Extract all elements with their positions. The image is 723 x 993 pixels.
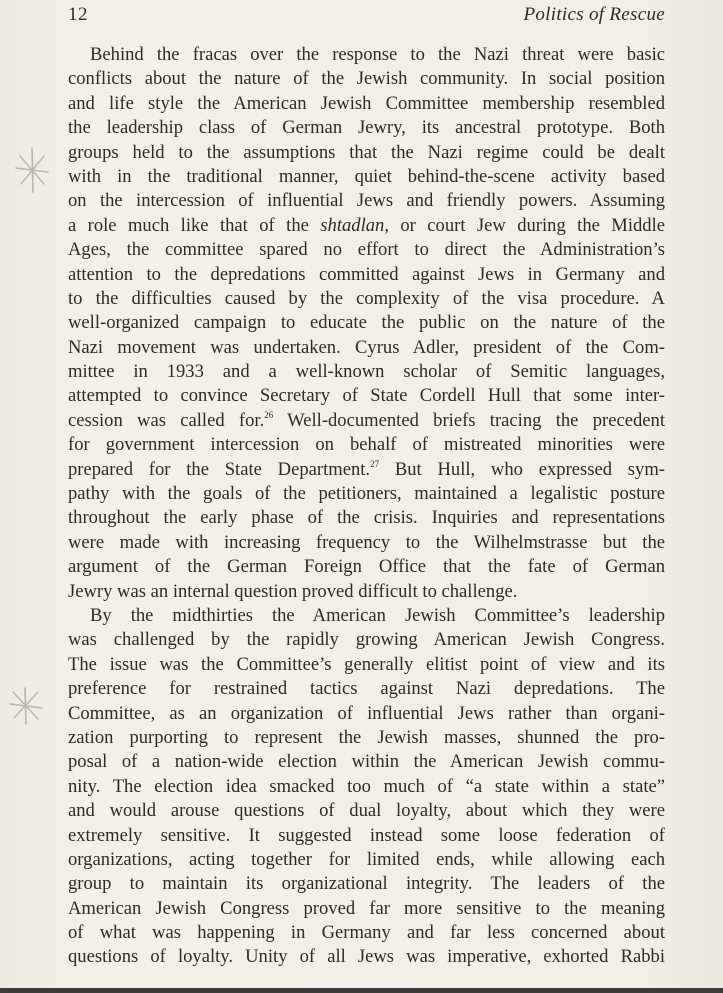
text-line-segment: The issue was the Committee’s generally elitist point of view and its — [68, 653, 665, 675]
page-header — [68, 4, 665, 30]
text-line-segment: cession was called for. — [68, 409, 265, 431]
footnote-reference: 27 — [370, 458, 380, 469]
text-line — [68, 214, 665, 238]
text-line — [68, 433, 665, 457]
text-line-segment: conflicts about the nature of the Jewish community. In social position — [68, 68, 665, 90]
text-line-segment: mittee in 1933 and a well-known scholar of Semitic languages, — [68, 361, 665, 383]
text-line-segment: pathy with the goals of the petitioners, maintained a legalistic posture — [68, 483, 665, 505]
text-line — [68, 726, 665, 750]
text-line-segment: Nazi movement was undertaken. Cyrus Adler, president of the Com- — [68, 336, 665, 358]
text-line-segment: were made with increasing frequency to the Wilhelmstrasse but the — [68, 531, 665, 553]
text-line-segment: throughout the early phase of the crisis. Inquiries and representations — [68, 507, 665, 529]
text-line — [68, 287, 665, 311]
text-line-segment: well-organized campaign to educate the public on the nature of the — [68, 312, 665, 334]
text-line-segment: with in the traditional manner, quiet behind-the-scene activity based — [68, 165, 665, 187]
text-line — [68, 555, 665, 579]
text-line-segment: Jewry was an internal question proved difficult to challenge. — [68, 580, 518, 602]
text-line-segment: was challenged by the rapidly growing American Jewish Congress. — [68, 629, 665, 651]
text-line — [68, 580, 665, 604]
text-line — [68, 263, 665, 287]
text-line-segment: and would arouse questions of dual loyalty, about which they were — [68, 800, 665, 822]
asterisk-pencil-mark-icon — [14, 146, 50, 199]
text-line — [68, 336, 665, 360]
text-line-segment: Behind the fracas over the response to the Nazi threat were basic — [90, 44, 665, 65]
text-line-segment: preference for restrained tactics against Nazi depredations. The — [68, 678, 665, 700]
text-line-segment: and life style the American Jewish Committee membership resembled — [68, 92, 665, 114]
page-number: 12 — [68, 4, 88, 25]
text-line-segment: group to maintain its organizational integrity. The leaders of the — [68, 873, 665, 895]
text-line — [68, 848, 665, 872]
text-line-segment: groups held to the assumptions that the Nazi regime could be dealt — [68, 141, 665, 163]
text-line — [68, 677, 665, 701]
text-line — [68, 604, 665, 628]
text-line — [68, 384, 665, 408]
asterisk-pencil-mark-icon — [8, 686, 44, 731]
text-line-segment: or court Jew during the Middle — [388, 214, 665, 236]
text-line-segment: zation purporting to represent the Jewish masses, shunned the pro- — [68, 726, 665, 748]
text-line — [68, 653, 665, 677]
text-line-segment: on the intercession of influential Jews and friendly powers. Assuming — [68, 190, 665, 212]
text-line-segment: attention to the depredations committed against Jews in Germany and — [68, 263, 665, 285]
text-line-segment: posal of a nation-wide election within the American Jewish commu- — [68, 751, 665, 773]
text-line-segment: organizations, acting together for limited ends, while allowing each — [68, 848, 665, 870]
text-line-segment: questions of loyalty. Unity of all Jews was imperative, exhorted Rabbi — [68, 946, 665, 968]
text-line — [68, 775, 665, 799]
text-line — [68, 702, 665, 726]
text-line — [68, 897, 665, 921]
text-line-segment: attempted to convince Secretary of State Cordell Hull that some inter- — [68, 385, 665, 407]
text-line — [68, 409, 665, 433]
text-line — [68, 165, 665, 189]
text-line — [68, 360, 665, 384]
text-line-segment: nity. The election idea smacked too much of “a state within a state” — [68, 775, 665, 797]
body-text — [68, 43, 665, 970]
text-line-segment: for government intercession on behalf of mistreated minorities were — [68, 434, 665, 456]
text-line — [68, 799, 665, 823]
text-line-segment: But Hull, who expressed sym- — [379, 458, 665, 480]
text-line — [68, 824, 665, 848]
text-line-segment: prepared for the State Department. — [68, 458, 371, 480]
text-line-segment: to the difficulties caused by the complexity of the visa procedure. A — [68, 287, 665, 309]
text-line — [68, 43, 665, 67]
text-line-segment: a role much like that of the — [68, 214, 321, 236]
italic-term: shtadlan, — [320, 214, 389, 236]
text-line — [68, 921, 665, 945]
text-line-segment: of what was happening in Germany and far less concerned about — [68, 922, 665, 944]
text-line — [68, 116, 665, 140]
footnote-reference: 26 — [264, 409, 274, 420]
text-line — [68, 311, 665, 335]
text-line — [68, 872, 665, 896]
text-line — [68, 458, 665, 482]
scan-bottom-edge — [0, 988, 723, 993]
text-line — [68, 67, 665, 91]
text-line-segment: extremely sensitive. It suggested instead some loose federation of — [68, 824, 665, 846]
text-line-segment: By the midthirties the American Jewish Committee’s leadership — [90, 604, 665, 626]
text-line-segment: Well-documented briefs tracing the precedent — [273, 409, 665, 431]
text-line — [68, 482, 665, 506]
text-line — [68, 506, 665, 530]
running-head: Politics of Rescue — [523, 4, 665, 25]
text-line — [68, 628, 665, 652]
text-line-segment: American Jewish Congress proved far more sensitive to the meaning — [68, 897, 665, 919]
text-line — [68, 750, 665, 774]
text-line-segment: argument of the German Foreign Office that the fate of German — [68, 556, 665, 578]
text-line — [68, 141, 665, 165]
text-line — [68, 531, 665, 555]
text-line — [68, 945, 665, 969]
text-line-segment: Ages, the committee spared no effort to direct the Administration’s — [68, 239, 665, 261]
text-line — [68, 189, 665, 213]
text-line-segment: Committee, as an organization of influential Jews rather than organi- — [68, 702, 665, 724]
text-line-segment: the leadership class of German Jewry, its ancestral prototype. Both — [68, 117, 665, 139]
text-line — [68, 92, 665, 116]
text-line — [68, 238, 665, 262]
